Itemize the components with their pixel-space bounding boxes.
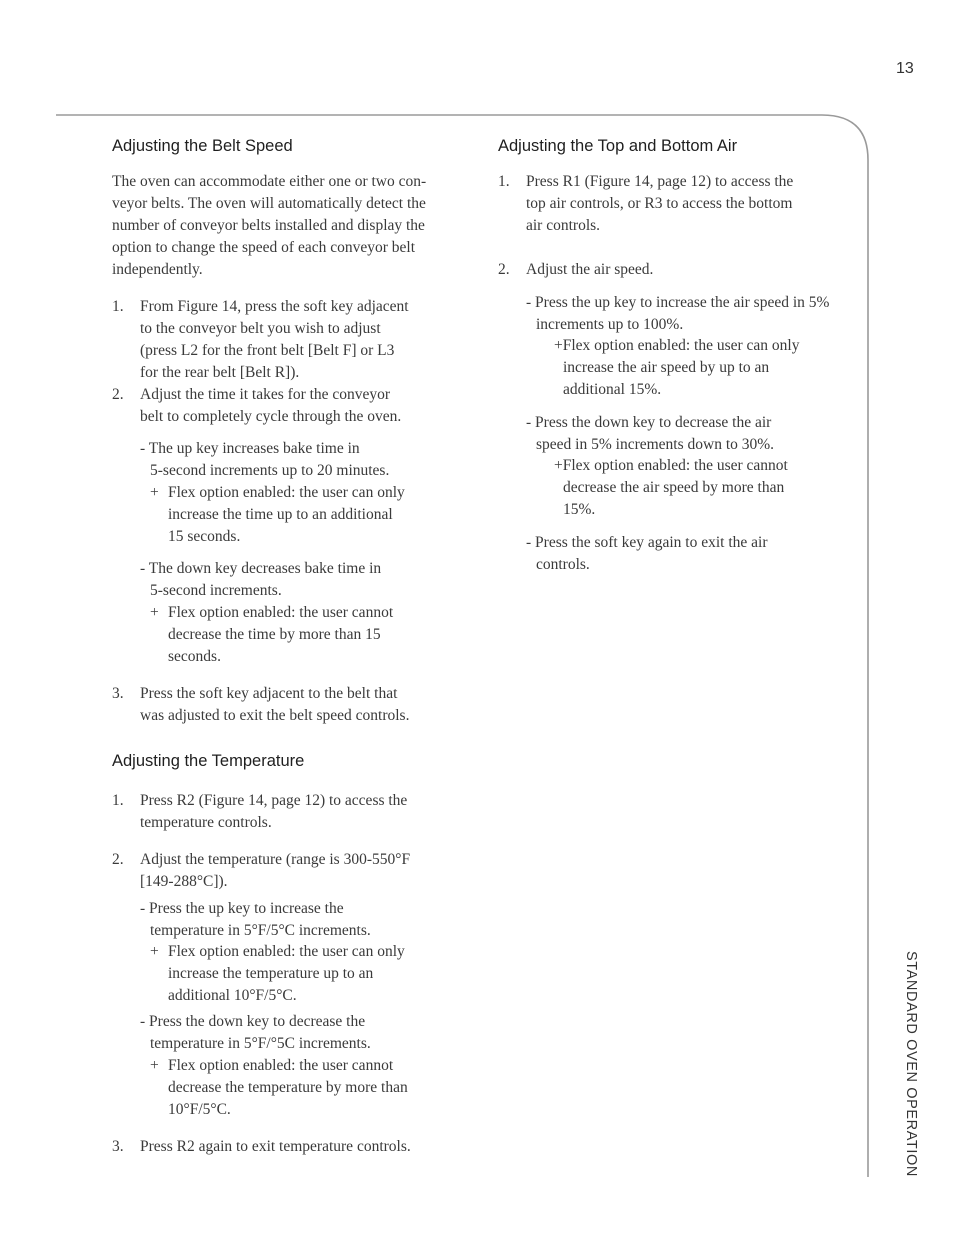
plus-mark: + (150, 484, 159, 501)
text-line: +Flex option enabled: the user can only (554, 337, 800, 354)
text-line: option to change the speed of each conveyor belt (112, 239, 415, 256)
side-label: STANDARD OVEN OPERATION (903, 951, 919, 1177)
air-down-flex (554, 455, 788, 521)
text-line: air controls. (526, 217, 601, 234)
temp-down-flex (150, 1055, 408, 1121)
text-line: controls. (536, 556, 590, 573)
text-line: [149-288°C]). (140, 873, 228, 890)
temp-step-3 (112, 1136, 472, 1158)
text-line: increase the temperature up to an (168, 965, 374, 982)
belt-step-1 (112, 296, 472, 384)
step-number: 3. (112, 1138, 124, 1155)
text-line: veyor belts. The oven will automatically detect the (112, 195, 426, 212)
step-number: 3. (112, 685, 124, 702)
text-line: Press R1 (Figure 14, page 12) to access the (526, 173, 794, 190)
text-line: speed in 5% increments down to 30%. (536, 436, 775, 453)
text-line: - Press the up key to increase the (140, 900, 344, 917)
belt-step-2 (112, 384, 472, 428)
text-line: (press L2 for the front belt [Belt F] or L3 (140, 342, 395, 359)
text-line: - Press the soft key again to exit the air (526, 534, 768, 551)
text-line: was adjusted to exit the belt speed controls. (140, 707, 410, 724)
air-up-flex (554, 335, 800, 401)
text-line: Adjust the air speed. (526, 261, 654, 278)
text-line: Adjust the time it takes for the conveyor (140, 386, 391, 403)
step-number: 2. (112, 851, 124, 868)
belt-down-flex (150, 602, 393, 668)
step-number: 1. (112, 792, 124, 809)
temp-up-flex (150, 941, 405, 1007)
text-line: temperature controls. (140, 814, 272, 831)
air-step-2 (498, 259, 858, 281)
text-line: temperature in 5°F/°5C increments. (150, 1035, 371, 1052)
text-line: for the rear belt [Belt R]). (140, 364, 300, 381)
step-number: 2. (498, 261, 510, 278)
air-heading: Adjusting the Top and Bottom Air (498, 137, 738, 155)
belt-up-key (140, 438, 389, 482)
text-line: - Press the up key to increase the air speed in 5% (526, 294, 830, 311)
text-line: Press the soft key adjacent to the belt that (140, 685, 398, 702)
text-line: increase the air speed by up to an (563, 359, 770, 376)
text-line: to the conveyor belt you wish to adjust (140, 320, 381, 337)
temp-step-1 (112, 790, 472, 834)
text-line: Flex option enabled: the user can only (168, 484, 405, 501)
text-line: top air controls, or R3 to access the bottom (526, 195, 793, 212)
text-line: - Press the down key to decrease the air (526, 414, 772, 431)
belt-up-flex (150, 482, 405, 548)
text-line: 5-second increments. (150, 582, 282, 599)
text-line: 5-second increments up to 20 minutes. (150, 462, 390, 479)
text-line: number of conveyor belts installed and display the (112, 217, 425, 234)
text-line: 15 seconds. (168, 528, 241, 545)
belt-intro (112, 171, 426, 281)
text-line: - The down key decreases bake time in (140, 560, 382, 577)
text-line: increase the time up to an additional (168, 506, 393, 523)
temp-down-key (140, 1011, 371, 1055)
text-line: - The up key increases bake time in (140, 440, 360, 457)
text-line: seconds. (168, 648, 221, 665)
air-down-key (526, 412, 774, 456)
plus-mark: + (150, 943, 159, 960)
text-line: decrease the time by more than 15 (168, 626, 381, 643)
text-line: Adjust the temperature (range is 300-550°F (140, 851, 411, 868)
text-line: - Press the down key to decrease the (140, 1013, 366, 1030)
temperature-heading: Adjusting the Temperature (112, 752, 305, 770)
text-line: independently. (112, 261, 203, 278)
step-number: 2. (112, 386, 124, 403)
text-line: Press R2 (Figure 14, page 12) to access the (140, 792, 408, 809)
text-line: decrease the air speed by more than (563, 479, 785, 496)
temp-up-key (140, 898, 371, 942)
page-number: 13 (896, 60, 914, 77)
text-line: +Flex option enabled: the user cannot (554, 457, 788, 474)
step-number: 1. (498, 173, 510, 190)
text-line: The oven can accommodate either one or two con- (112, 173, 427, 190)
plus-mark: + (150, 1057, 159, 1074)
text-line: temperature in 5°F/5°C increments. (150, 922, 371, 939)
text-line: Press R2 again to exit temperature controls. (140, 1138, 411, 1155)
text-line: 15%. (563, 501, 596, 518)
text-line: Flex option enabled: the user can only (168, 943, 405, 960)
belt-speed-heading: Adjusting the Belt Speed (112, 137, 293, 155)
air-exit (526, 532, 767, 576)
text-line: decrease the temperature by more than (168, 1079, 408, 1096)
text-line: increments up to 100%. (536, 316, 684, 333)
air-step-1 (498, 171, 858, 237)
temp-step-2 (112, 849, 472, 893)
text-line: belt to completely cycle through the oven. (140, 408, 402, 425)
text-line: Flex option enabled: the user cannot (168, 1057, 394, 1074)
belt-step-3 (112, 683, 472, 727)
text-line: From Figure 14, press the soft key adjacent (140, 298, 409, 315)
text-line: additional 10°F/5°C. (168, 987, 297, 1004)
text-line: additional 15%. (563, 381, 662, 398)
step-number: 1. (112, 298, 124, 315)
text-line: Flex option enabled: the user cannot (168, 604, 394, 621)
plus-mark: + (150, 604, 159, 621)
belt-down-key (140, 558, 381, 602)
air-up-key (526, 292, 829, 336)
text-line: 10°F/5°C. (168, 1101, 231, 1118)
